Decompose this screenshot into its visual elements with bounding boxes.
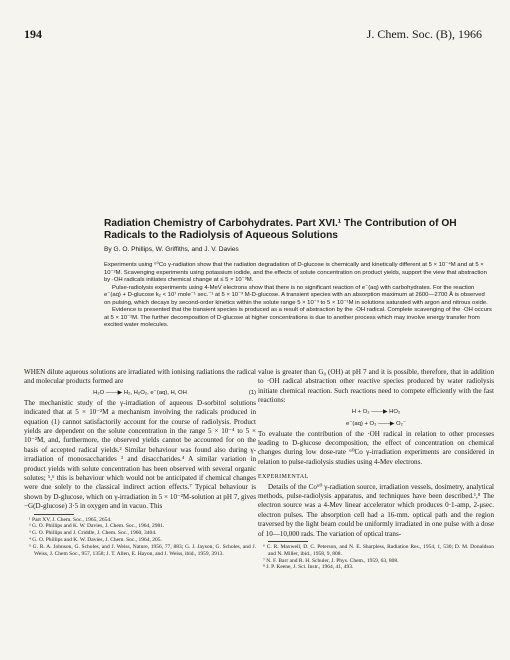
footnote: ⁴ G. O. Phillips and K. W. Davies, J. Chem. Soc., 1964, 205. bbox=[29, 537, 162, 544]
left-column bbox=[24, 368, 256, 557]
footnote: ⁵ G. R. A. Johnson, G. Scholes, and J. Weiss, Nature, 1956, 77, 883; G. J. Jayson, G. Scholes, and J. Weiss, J. Chem Soc., 957, 1358; J. T. Allen, E. Hayon, and J. Weiss, ibid., 1959, 3913. bbox=[29, 543, 256, 557]
footnote-divider bbox=[34, 514, 74, 515]
body-paragraph: WHEN dilute aqueous solutions are irradiated with ionising radiations the radical and molecular products formed are bbox=[24, 368, 256, 386]
page-number: 194 bbox=[24, 27, 42, 41]
body-paragraph: To evaluate the contribution of the ·OH radical in relation to other processes leading to D-glucose decomposition, the effect of concentration on chemical changes during low dose-rate ⁶⁰Co γ-irradiation experiments are considered in relation to pulse-radiolysis studies using 4-Mev electrons. bbox=[258, 429, 494, 466]
article-title: Radiation Chemistry of Carbohydrates. Part XVI.¹ The Contribution of OH Radicals to the Radiolysis of Aqueous Solutions bbox=[104, 218, 457, 241]
footnote: ⁸ J. P. Keene, J. Sci. Instr., 1964, 41, 493. bbox=[263, 564, 354, 571]
footnote: ⁶ C. R. Maxwell, D. C. Peterson, and N. E. Sharpless, Radiation Res., 1954, 1, 530; D. M. Donaldson and N. Miller, ibid., 1958, 9, 808. bbox=[263, 544, 494, 557]
equation-3: e⁻(aq) + O₂ ——▶ O₂⁻ bbox=[345, 420, 406, 427]
abstract-paragraph: Pulse-radiolysis experiments using 4-MeV electrons show that there is no significant reaction of e⁻(aq) with carbohydrates. For the reaction e⁻(aq) + D-glucose k₂ < 10⁷ mole⁻¹ sec.⁻¹ at 5 × 10⁻³ M-D-glucose. A transient species with an absorption maximum at 2600—2700 Å is observed on pulsing, which decays by second-order kinetics within the solute range 5 × 10⁻³ to 5 × 10⁻¹M in solutions saturated with argon and nitrous oxide. bbox=[104, 284, 488, 306]
footnote-divider bbox=[268, 541, 308, 542]
article-authors: By G. O. Phillips, W. Griffiths, and J. V. Davies bbox=[104, 246, 239, 253]
body-paragraph: value is greater than G₀ (OH) at pH 7 and it is possible, therefore, that in addition to ·OH radical abstraction other reactive species produced by water radiolysis initiate chemical reaction. Such reactions need to compete efficiently with the fast reactions: bbox=[258, 368, 494, 405]
footnote: ¹ Part XV, J. Chem. Soc., 1965, 2654. bbox=[29, 516, 112, 523]
right-column bbox=[258, 368, 494, 571]
abstract-paragraph: Evidence is presented that the transient species is produced as a result of abstraction by the ·OH radical. Complete scavenging of the ·OH occurs at 5 × 10⁻²M. The further decomposition of D-glucose at higher concentrations is due to another process which may involve energy transfer from excited water molecules. bbox=[104, 307, 492, 328]
footnotes bbox=[24, 517, 256, 558]
equation-number: (1) bbox=[248, 389, 256, 396]
journal-reference: J. Chem. Soc. (B), 1966 bbox=[366, 27, 482, 41]
abstract bbox=[104, 262, 492, 330]
footnotes bbox=[258, 544, 494, 571]
footnote: ² G. O. Phillips and K. W. Davies, J. Chem. Soc., 1964, 2981. bbox=[29, 523, 165, 530]
equation-2: H + O₂ ——▶ HO₂ bbox=[351, 408, 401, 415]
body-paragraph: Details of the Co⁶⁰ γ-radiation source, irradiation vessels, dosimetry, analytical methods, pulse-radiolysis apparatus, and techniques have been described.¹,⁸ The electron source was a 4-Mev linear accelerator which produces 0·1-amp, 2-μsec. electron pulses. The absorption cell had a 16-mm. optical path and the region traversed by the light beam could be uniformly irradiated in one pulse with a dose of 10—10,000 rads. The variation of optical trans- bbox=[258, 482, 494, 538]
body-paragraph: The mechanistic study of the γ-irradiation of aqueous D-sorbitol solutions indicated that at 5 × 10⁻²M a mechanism involving the radicals produced in equation (1) cannot satisfactorily account for the course of radiolysis. Product yields are dependent on the solute concentration in the range 5 × 10⁻⁴ to 5 × 10⁻²M, and, furthermore, the observed yields cannot be accounted for on the basis of accepted radical yields.² Similar behaviour was found also during γ-irradiation of monosaccharides ³ and disaccharides.⁴ A similar variation in product yields with solute concentration has been observed with several organic solutes; ⁵,⁶ this is behaviour which would not be anticipated if chemical changes were due solely to the classical indirect action effects.⁷ Typical behaviour is shown by D-glucose, which on γ-irradiation in 5 × 10⁻²M-solution at pH 7, gives −G(D-glucose) 3·5 in oxygen and in vacuo. This bbox=[24, 398, 256, 511]
abstract-paragraph: Experiments using ⁶⁰Co γ-radiation show that the radiation degradation of D-glucose is chemically and kinetically different at 5 × 10⁻⁴M and at 5 × 10⁻²M. Scavenging experiments using potassium iodide, and the effects of solute concentration on product yields, support the view that abstraction by ·OH radicals initiates chemical change at ≤ 5 × 10⁻³M. bbox=[104, 262, 487, 283]
equation-1 bbox=[24, 387, 256, 399]
footnote: ⁷ N. F. Barr and R. H. Schuler, J. Phys. Chem., 1959, 63, 808. bbox=[263, 557, 399, 564]
footnote: ³ G. O. Phillips and J. Criddle, J. Chem. Soc., 1960, 3404. bbox=[29, 530, 157, 537]
section-heading: EXPERIMENTAL bbox=[258, 474, 309, 481]
equation-text: H₂O ——▶ H₂, H₂O₂, e⁻(aq), H, OH bbox=[93, 389, 187, 396]
